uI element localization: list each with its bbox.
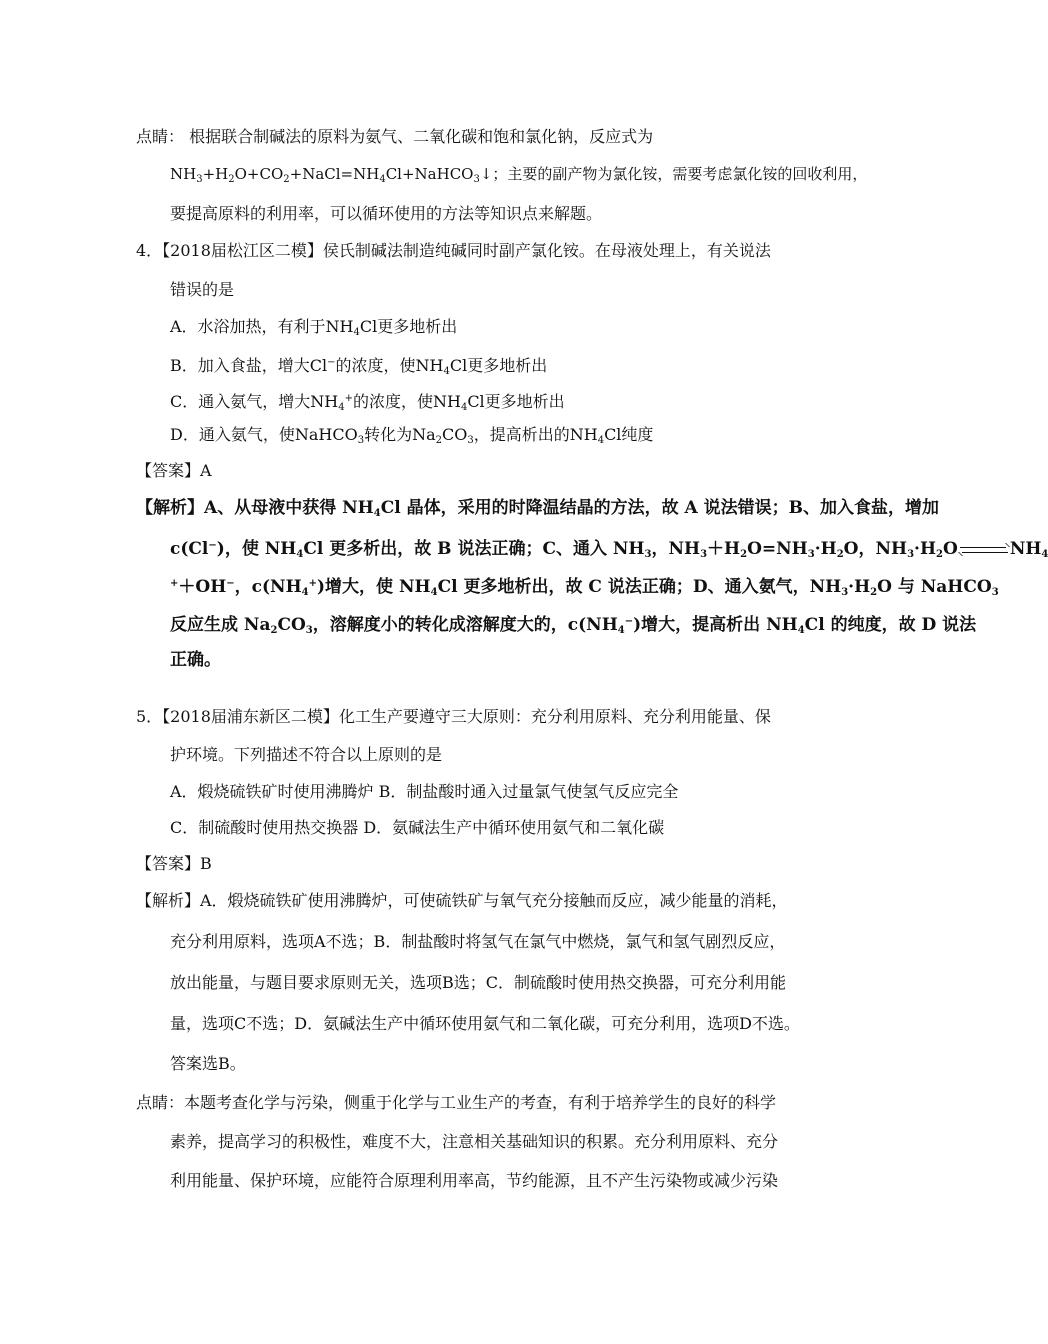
q4-option-a: A．水浴加热，有利于$NH_4Cl$更多地析出 <box>170 317 458 338</box>
q5-tip-line-2: 素养，提高学习的积极性，难度不大，注意相关基础知识的积累。充分利用原料、充分 <box>170 1132 779 1151</box>
q4-option-c: C．通入氨气，增大$NH_4^+$的浓度，使$NH_4Cl$更多地析出 <box>170 392 565 413</box>
q4-option-d: D．通入氨气，使NaHCO$_3$转化为$Na_2CO_3$，提高析出的$NH_4Cl$纯度 <box>170 425 654 446</box>
q5-explanation-line-4: 量，选项C不选；D．氨碱法生产中循环使用氨气和二氧化碳，可充分利用，选项D不选。 <box>170 1014 800 1033</box>
q5-explanation-line-5: 答案选B。 <box>170 1054 246 1073</box>
q5-stem-line-1: 5．【2018届浦东新区二模】化工生产要遵守三大原则：充分利用原料、充分利用能量、保 <box>136 707 771 726</box>
q4-explanation-line-3: +＋OH−，$c(NH_4^+)$增大，使 $NH_4Cl$ 更多地析出，故 C 说法正确；D、通入氨气，$NH_3\cdot H_2O$ 与 NaHCO$_3$ <box>170 577 999 598</box>
q5-tip-line-3: 利用能量、保护环境，应能符合原理利用率高，节约能源，且不产生污染物或减少污染 <box>170 1171 779 1190</box>
q4-explanation-line-1: 【解析】A、从母液中获得 $NH_4Cl$ 晶体，采用的时降温结晶的方法，故 A 说法错误；B、加入食盐，增加 <box>136 498 939 519</box>
q5-answer: 【答案】B <box>136 854 212 873</box>
tip-line-2: $NH_3+H_2O+CO_2+NaCl=NH_4Cl+NaHCO_3↓$；主要的副产物为氯化铵，需要考虑氯化铵的回收利用， <box>170 165 868 185</box>
q5-explanation-line-3: 放出能量，与题目要求原则无关，选项B选；C．制硫酸时使用热交换器，可充分利用能 <box>170 973 787 992</box>
q5-tip-line-1: 点睛：本题考查化学与污染，侧重于化学与工业生产的考查，有利于培养学生的良好的科学 <box>136 1093 777 1112</box>
reversible-arrow-icon <box>960 544 1008 556</box>
tip-line-3: 要提高原料的利用率，可以循环使用的方法等知识点来解题。 <box>170 204 603 223</box>
q4-explanation-line-2: c(Cl−)，使 $NH_4Cl$ 更多析出，故 B 说法正确；C、通入 $NH_3$，$NH_3+H_2O=NH_3\cdot H_2O$，$NH_3\cdot H_2O$ $NH_4$ <box>170 539 1048 560</box>
q4-explanation-line-5: 正确。 <box>170 650 221 670</box>
q4-option-b: B．加入食盐，增大Cl−的浓度，使$NH_4Cl$更多地析出 <box>170 356 548 377</box>
q4-explanation-line-4: 反应生成 $Na_2CO_3$，溶解度小的转化成溶解度大的，$c(NH_4^-)$增大，提高析出 $NH_4Cl$ 的纯度，故 D 说法 <box>170 615 977 636</box>
q4-stem-line-2: 错误的是 <box>170 280 235 299</box>
q5-explanation-line-2: 充分利用原料，选项A不选；B．制盐酸时将氢气在氯气中燃烧，氯气和氢气剧烈反应， <box>170 932 786 951</box>
q5-options-cd: C．制硫酸时使用热交换器 D．氨碱法生产中循环使用氨气和二氧化碳 <box>170 818 665 837</box>
q4-stem-line-1: 4．【2018届松江区二模】侯氏制碱法制造纯碱同时副产氯化铵。在母液处理上，有关说法 <box>136 241 771 260</box>
q5-options-ab: A．煅烧硫铁矿时使用沸腾炉 B．制盐酸时通入过量氯气使氢气反应完全 <box>170 782 679 801</box>
q5-stem-line-2: 护环境。下列描述不符合以上原则的是 <box>170 745 443 764</box>
tip-line-1: 点睛： 根据联合制碱法的原料为氨气、二氧化碳和饱和氯化钠，反应式为 <box>136 127 654 146</box>
q5-explanation-line-1: 【解析】A．煅烧硫铁矿使用沸腾炉，可使硫铁矿与氧气充分接触而反应，减少能量的消耗， <box>136 891 788 910</box>
q4-answer: 【答案】A <box>136 461 212 480</box>
